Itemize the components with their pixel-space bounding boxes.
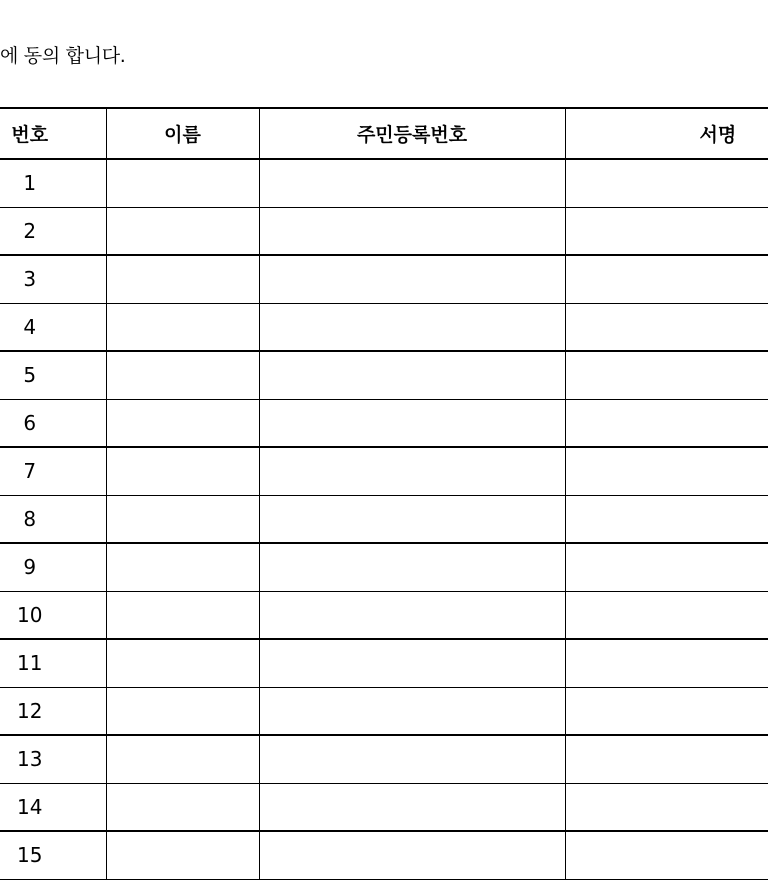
rrn-cell[interactable] bbox=[259, 351, 565, 399]
row-number: 14 bbox=[0, 783, 106, 831]
row-number: 4 bbox=[0, 303, 106, 351]
header-name: 이름 bbox=[106, 108, 259, 159]
signature-cell[interactable] bbox=[565, 495, 768, 543]
header-rrn: 주민등록번호 bbox=[259, 108, 565, 159]
signature-cell[interactable] bbox=[565, 831, 768, 879]
name-cell[interactable] bbox=[106, 735, 259, 783]
name-cell[interactable] bbox=[106, 207, 259, 255]
table-row bbox=[0, 687, 768, 735]
rrn-cell[interactable] bbox=[259, 399, 565, 447]
rrn-cell[interactable] bbox=[259, 783, 565, 831]
name-cell[interactable] bbox=[106, 543, 259, 591]
signature-cell[interactable] bbox=[565, 687, 768, 735]
name-cell[interactable] bbox=[106, 639, 259, 687]
header-signature: 서명 bbox=[565, 108, 768, 159]
rrn-cell[interactable] bbox=[259, 543, 565, 591]
table-row bbox=[0, 207, 768, 255]
rrn-cell[interactable] bbox=[259, 495, 565, 543]
rrn-cell[interactable] bbox=[259, 687, 565, 735]
name-cell[interactable] bbox=[106, 831, 259, 879]
name-cell[interactable] bbox=[106, 447, 259, 495]
name-cell[interactable] bbox=[106, 303, 259, 351]
name-cell[interactable] bbox=[106, 783, 259, 831]
signature-cell[interactable] bbox=[565, 159, 768, 207]
table-row bbox=[0, 735, 768, 783]
table-row bbox=[0, 495, 768, 543]
rrn-cell[interactable] bbox=[259, 447, 565, 495]
signature-cell[interactable] bbox=[565, 591, 768, 639]
name-cell[interactable] bbox=[106, 687, 259, 735]
name-cell[interactable] bbox=[106, 351, 259, 399]
table-header-row bbox=[0, 108, 768, 159]
signature-cell[interactable] bbox=[565, 255, 768, 303]
signature-cell[interactable] bbox=[565, 783, 768, 831]
row-number: 11 bbox=[0, 639, 106, 687]
signature-cell[interactable] bbox=[565, 639, 768, 687]
name-cell[interactable] bbox=[106, 399, 259, 447]
row-number: 6 bbox=[0, 399, 106, 447]
row-number: 9 bbox=[0, 543, 106, 591]
signature-cell[interactable] bbox=[565, 399, 768, 447]
intro-text-label: 에 동의 합니다. bbox=[0, 45, 126, 67]
signature-cell[interactable] bbox=[565, 207, 768, 255]
signature-cell[interactable] bbox=[565, 351, 768, 399]
table-row bbox=[0, 351, 768, 399]
signature-cell[interactable] bbox=[565, 543, 768, 591]
signature-cell[interactable] bbox=[565, 735, 768, 783]
rrn-cell[interactable] bbox=[259, 207, 565, 255]
table-row bbox=[0, 447, 768, 495]
name-cell[interactable] bbox=[106, 591, 259, 639]
row-number: 1 bbox=[0, 159, 106, 207]
row-number: 15 bbox=[0, 831, 106, 879]
table-row bbox=[0, 303, 768, 351]
table-row bbox=[0, 783, 768, 831]
name-cell[interactable] bbox=[106, 255, 259, 303]
row-number: 7 bbox=[0, 447, 106, 495]
row-number: 3 bbox=[0, 255, 106, 303]
row-number: 5 bbox=[0, 351, 106, 399]
row-number: 2 bbox=[0, 207, 106, 255]
rrn-cell[interactable] bbox=[259, 255, 565, 303]
rrn-cell[interactable] bbox=[259, 159, 565, 207]
signature-cell[interactable] bbox=[565, 447, 768, 495]
rrn-cell[interactable] bbox=[259, 303, 565, 351]
intro-text bbox=[0, 43, 126, 69]
row-number: 12 bbox=[0, 687, 106, 735]
rrn-cell[interactable] bbox=[259, 735, 565, 783]
table-row bbox=[0, 543, 768, 591]
signature-table bbox=[0, 107, 768, 880]
header-number: 번호 bbox=[0, 108, 106, 159]
table-row bbox=[0, 639, 768, 687]
rrn-cell[interactable] bbox=[259, 639, 565, 687]
rrn-cell[interactable] bbox=[259, 591, 565, 639]
row-number: 10 bbox=[0, 591, 106, 639]
table-row bbox=[0, 591, 768, 639]
table-row bbox=[0, 831, 768, 879]
row-number: 8 bbox=[0, 495, 106, 543]
table-row bbox=[0, 255, 768, 303]
table-row bbox=[0, 159, 768, 207]
name-cell[interactable] bbox=[106, 495, 259, 543]
rrn-cell[interactable] bbox=[259, 831, 565, 879]
row-number: 13 bbox=[0, 735, 106, 783]
name-cell[interactable] bbox=[106, 159, 259, 207]
table-row bbox=[0, 399, 768, 447]
signature-cell[interactable] bbox=[565, 303, 768, 351]
